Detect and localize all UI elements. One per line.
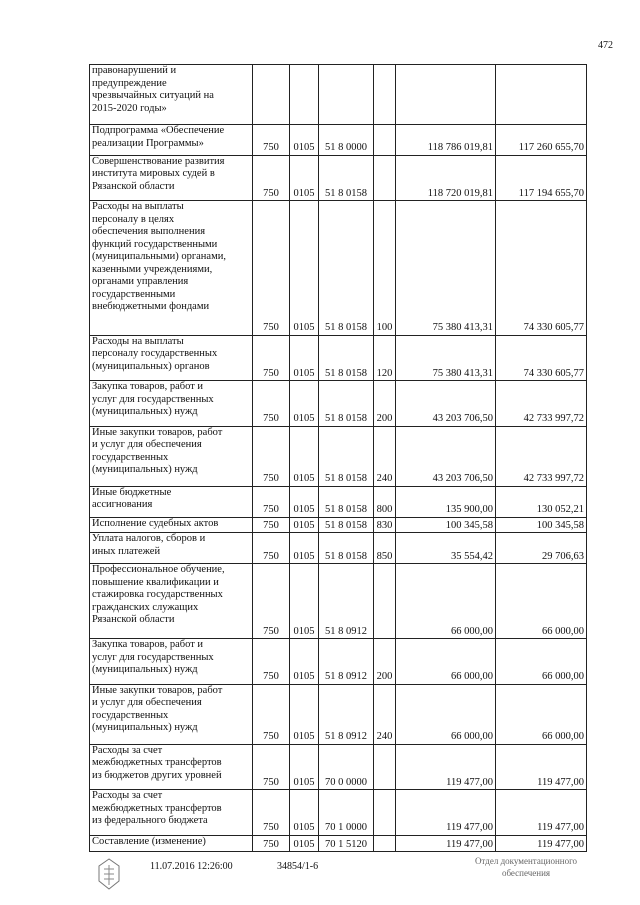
expense-type-cell (374, 835, 396, 851)
target-code-cell: 51 8 0158 (319, 201, 374, 335)
expense-type-cell (374, 155, 396, 200)
section-code-cell (290, 65, 319, 125)
amount-2016-cell: 118 720 019,81 (396, 155, 496, 200)
target-code-cell: 51 8 0158 (319, 517, 374, 533)
amount-2016-cell: 35 554,42 (396, 533, 496, 564)
section-code-cell: 0105 (290, 426, 319, 486)
amount-2016-cell: 66 000,00 (396, 639, 496, 684)
amount-2017-cell: 130 052,21 (496, 486, 587, 517)
section-code-cell: 0105 (290, 517, 319, 533)
table-row (90, 201, 587, 335)
admin-code-cell: 750 (253, 486, 290, 517)
admin-code-cell: 750 (253, 426, 290, 486)
section-code-cell: 0105 (290, 684, 319, 744)
row-name-cell: Расходы на выплаты персоналу государственных (муниципальных) органов (90, 335, 253, 380)
table-row (90, 790, 587, 835)
target-code-cell: 51 8 0158 (319, 426, 374, 486)
admin-code-cell: 750 (253, 639, 290, 684)
row-name-cell: Расходы за счет межбюджетных трансфертов из бюджетов других уровней (90, 744, 253, 789)
amount-2017-cell: 119 477,00 (496, 744, 587, 789)
emblem-logo (94, 857, 124, 891)
row-name-cell: Подпрограмма «Обеспечение реализации Программы» (90, 125, 253, 156)
amount-2016-cell: 118 786 019,81 (396, 125, 496, 156)
amount-2017-cell: 42 733 997,72 (496, 426, 587, 486)
row-name-cell: Составление (изменение) (90, 835, 253, 851)
amount-2016-cell: 43 203 706,50 (396, 381, 496, 426)
target-code-cell: 70 1 0000 (319, 790, 374, 835)
target-code-cell: 70 0 0000 (319, 744, 374, 789)
table-row (90, 744, 587, 789)
row-name-cell: Совершенствование развития института мировых судей в Рязанской области (90, 155, 253, 200)
target-code-cell: 51 8 0158 (319, 533, 374, 564)
section-code-cell: 0105 (290, 835, 319, 851)
admin-code-cell: 750 (253, 533, 290, 564)
amount-2016-cell: 66 000,00 (396, 684, 496, 744)
amount-2016-cell: 119 477,00 (396, 790, 496, 835)
amount-2017-cell: 117 194 655,70 (496, 155, 587, 200)
table-row (90, 533, 587, 564)
amount-2016-cell (396, 65, 496, 125)
table-row (90, 835, 587, 851)
table-row (90, 639, 587, 684)
expense-type-cell (374, 790, 396, 835)
amount-2017-cell: 66 000,00 (496, 639, 587, 684)
section-code-cell: 0105 (290, 381, 319, 426)
amount-2017-cell: 100 345,58 (496, 517, 587, 533)
table-row (90, 335, 587, 380)
expense-type-cell (374, 125, 396, 156)
amount-2017-cell: 29 706,63 (496, 533, 587, 564)
section-code-cell: 0105 (290, 155, 319, 200)
expense-type-cell: 200 (374, 381, 396, 426)
amount-2017-cell: 74 330 605,77 (496, 201, 587, 335)
target-code-cell: 51 8 0912 (319, 639, 374, 684)
footer-doc-id: 34854/1-6 (277, 861, 319, 872)
amount-2017-cell: 74 330 605,77 (496, 335, 587, 380)
section-code-cell: 0105 (290, 744, 319, 789)
expense-type-cell: 830 (374, 517, 396, 533)
admin-code-cell: 750 (253, 381, 290, 426)
amount-2017-cell: 117 260 655,70 (496, 125, 587, 156)
amount-2017-cell: 42 733 997,72 (496, 381, 587, 426)
row-name-cell: правонарушений и предупреждение чрезвычайных ситуаций на 2015-2020 годы» (90, 65, 253, 125)
admin-code-cell: 750 (253, 835, 290, 851)
row-name-cell: Закупка товаров, работ и услуг для государственных (муниципальных) нужд (90, 381, 253, 426)
target-code-cell (319, 65, 374, 125)
expense-type-cell: 850 (374, 533, 396, 564)
budget-table (89, 64, 587, 852)
amount-2016-cell: 66 000,00 (396, 564, 496, 639)
row-name-cell: Иные закупки товаров, работ и услуг для обеспечения государственных (муниципальных) нужд (90, 684, 253, 744)
amount-2017-cell (496, 65, 587, 125)
section-code-cell: 0105 (290, 335, 319, 380)
target-code-cell: 51 8 0158 (319, 486, 374, 517)
admin-code-cell: 750 (253, 125, 290, 156)
table-row (90, 65, 587, 125)
amount-2017-cell: 66 000,00 (496, 684, 587, 744)
amount-2017-cell: 119 477,00 (496, 790, 587, 835)
amount-2017-cell: 119 477,00 (496, 835, 587, 851)
admin-code-cell: 750 (253, 517, 290, 533)
admin-code-cell (253, 65, 290, 125)
section-code-cell: 0105 (290, 564, 319, 639)
stamp-line-2: обеспечения (501, 868, 551, 878)
page-number: 472 (598, 40, 613, 51)
section-code-cell: 0105 (290, 201, 319, 335)
section-code-cell: 0105 (290, 639, 319, 684)
admin-code-cell: 750 (253, 155, 290, 200)
target-code-cell: 51 8 0912 (319, 684, 374, 744)
target-code-cell: 70 1 5120 (319, 835, 374, 851)
target-code-cell: 51 8 0000 (319, 125, 374, 156)
section-code-cell: 0105 (290, 533, 319, 564)
target-code-cell: 51 8 0158 (319, 155, 374, 200)
admin-code-cell: 750 (253, 201, 290, 335)
admin-code-cell: 750 (253, 684, 290, 744)
table-row (90, 125, 587, 156)
table-row (90, 486, 587, 517)
admin-code-cell: 750 (253, 335, 290, 380)
office-stamp (446, 855, 606, 879)
amount-2016-cell: 119 477,00 (396, 835, 496, 851)
row-name-cell: Иные закупки товаров, работ и услуг для обеспечения государственных (муниципальных) нужд (90, 426, 253, 486)
target-code-cell: 51 8 0158 (319, 335, 374, 380)
row-name-cell: Иные бюджетные ассигнования (90, 486, 253, 517)
admin-code-cell: 750 (253, 744, 290, 789)
table-row (90, 564, 587, 639)
row-name-cell: Уплата налогов, сборов и иных платежей (90, 533, 253, 564)
row-name-cell: Профессиональное обучение, повышение квалификации и стажировка государственных гражданских служащих Рязанской области (90, 564, 253, 639)
expense-type-cell: 800 (374, 486, 396, 517)
row-name-cell: Расходы на выплаты персоналу в целях обеспечения выполнения функций государственными (муниципальными) органами, казенными учреждениями, органами управления государственными внебюджетными фондами (90, 201, 253, 335)
target-code-cell: 51 8 0158 (319, 381, 374, 426)
table-row (90, 155, 587, 200)
amount-2017-cell: 66 000,00 (496, 564, 587, 639)
expense-type-cell: 120 (374, 335, 396, 380)
section-code-cell: 0105 (290, 790, 319, 835)
expense-type-cell (374, 744, 396, 789)
section-code-cell: 0105 (290, 486, 319, 517)
expense-type-cell: 240 (374, 684, 396, 744)
admin-code-cell: 750 (253, 790, 290, 835)
table-row (90, 517, 587, 533)
expense-type-cell (374, 65, 396, 125)
target-code-cell: 51 8 0912 (319, 564, 374, 639)
row-name-cell: Расходы за счет межбюджетных трансфертов из федерального бюджета (90, 790, 253, 835)
amount-2016-cell: 135 900,00 (396, 486, 496, 517)
amount-2016-cell: 43 203 706,50 (396, 426, 496, 486)
row-name-cell: Исполнение судебных актов (90, 517, 253, 533)
table-row (90, 426, 587, 486)
table-row (90, 684, 587, 744)
row-name-cell: Закупка товаров, работ и услуг для государственных (муниципальных) нужд (90, 639, 253, 684)
section-code-cell: 0105 (290, 125, 319, 156)
admin-code-cell: 750 (253, 564, 290, 639)
expense-type-cell (374, 564, 396, 639)
expense-type-cell: 200 (374, 639, 396, 684)
amount-2016-cell: 75 380 413,31 (396, 335, 496, 380)
expense-type-cell: 100 (374, 201, 396, 335)
footer-datetime: 11.07.2016 12:26:00 (150, 861, 233, 872)
expense-type-cell: 240 (374, 426, 396, 486)
amount-2016-cell: 75 380 413,31 (396, 201, 496, 335)
table-row (90, 381, 587, 426)
stamp-line-1: Отдел документационного (474, 856, 578, 866)
amount-2016-cell: 100 345,58 (396, 517, 496, 533)
amount-2016-cell: 119 477,00 (396, 744, 496, 789)
